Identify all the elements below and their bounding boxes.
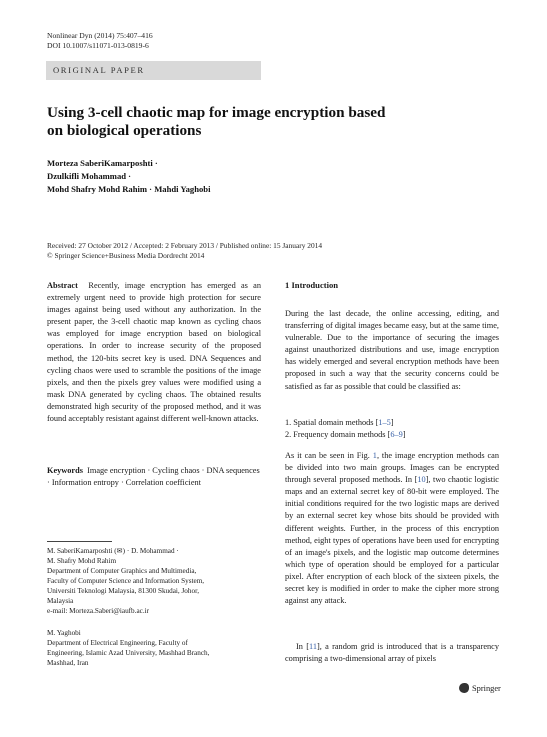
citation-link[interactable]: 6–9 [390,430,403,439]
list-item: 2. Frequency domain methods [6–9] [285,430,406,439]
abstract-label: Abstract [47,281,78,290]
dates-line: Received: 27 October 2012 / Accepted: 2 February 2013 / Published online: 15 January 2014 [47,241,323,250]
affiliation-names: M. Shafry Mohd Rahim [47,557,117,565]
intro-paragraph: As it can be seen in Fig. 1, the image encryption methods can be divided into two main groups. Images can be encrypted through several proposed methods. In [10], two chaotic logistic maps and an external secret key of 80-bit were employed. The initial conditions required for the two logistic maps are derived by an external secret key whose bits should be provided with different weights. Further, in the process of this encryption method, eight types of operations have been used for encrypting of an image's pixels, and the logistic map outcome determines which type of operation should be employed for a particular pixel. After encryption of each block of the sixteen pixels, the secret key is modified in order to make the cipher more strong against any attack. [285,451,499,606]
affiliation-dept: Department of Electrical Engineering, Faculty of [47,639,188,647]
author-line: Morteza SaberiKamarposhti · [47,158,158,168]
keywords-text: Image encryption · Cycling chaos · DNA sequences · Information entropy · Correlation coefficient [47,466,260,488]
email-line [47,606,263,616]
affiliation-dept: Malaysia [47,597,74,605]
abstract-text: Recently, image encryption has emerged as an extremely urgent need to provide high protection for secure images against being used without any authorization. In the present paper, the 3-cell chaotic map known as cycling chaos was employed for image encryption based on biological operations. In order to increase security of the proposed method, the 120-bits secret key is used. DNA Sequences and cycling chaos were used to scramble the positions of the image pixels, and then the pixels grey values were modified using a mask DNA generated by cycling chaos. The obtained results demonstrated high security of the proposed method, and it was found acceptably resistant against different well-known attacks. [47,281,261,424]
doi: DOI 10.1007/s11071-013-0819-6 [47,41,149,50]
author-line: Mohd Shafry Mohd Rahim · Mahdi Yaghobi [47,184,211,194]
abstract [47,280,261,425]
citation-link[interactable]: 1–5 [378,418,391,427]
springer-horse-icon [459,683,469,693]
email-label: e-mail: [47,607,68,615]
paper-title: Using 3-cell chaotic map for image encryption based on biological operations [47,104,386,139]
affiliation-dept: Faculty of Computer Science and Information System, [47,577,205,585]
affiliation-dept: Universiti Teknologi Malaysia, 81300 Skudai, Johor, [47,587,199,595]
footnote-rule [47,541,112,542]
affiliation-dept: Engineering, Islamic Azad University, Mashhad Branch, [47,649,210,657]
citation-link[interactable]: 10 [417,475,426,485]
intro-paragraph: In [11], a random grid is introduced that is a transparency comprising a two-dimensional array of pixels [285,642,500,664]
author-line: Dzulkifli Mohammad · [47,171,132,181]
list-item: 1. Spatial domain methods [1–5] [285,418,394,427]
copyright-line: © Springer Science+Business Media Dordrecht 2014 [47,251,205,260]
citation-link[interactable]: 11 [308,642,317,651]
email-link[interactable]: Morteza.Saberi@iaufb.ac.ir [69,607,150,615]
figure-link[interactable]: 1 [372,451,377,460]
publisher-logo [459,683,501,693]
section-label-bar [46,61,261,80]
affiliation-dept: Department of Computer Graphics and Multimedia, [47,567,197,575]
section-heading: 1 Introduction [285,280,339,290]
keywords [47,465,261,489]
section-label: ORIGINAL PAPER [53,65,145,75]
intro-paragraph: During the last decade, the online accessing, editing, and transferring of digital images became easy, but at the same time, vulnerable. Due to the importance of securing the images against unauthorized distributions and use, image encryption has widely emerged and several encryption methods have been proposed in such a way that the security concerns could be satisfied as far as possible that could be classified as: [285,309,499,391]
affiliation-names: M. SaberiKamarposhti (✉) · D. Mohammad · [47,547,179,555]
keywords-label: Keywords [47,466,83,475]
publisher-name: Springer [472,683,501,693]
affiliation-names: M. Yaghobi [47,629,81,637]
affiliation-dept: Mashhad, Iran [47,659,89,667]
journal-citation: Nonlinear Dyn (2014) 75:407–416 [47,31,153,40]
